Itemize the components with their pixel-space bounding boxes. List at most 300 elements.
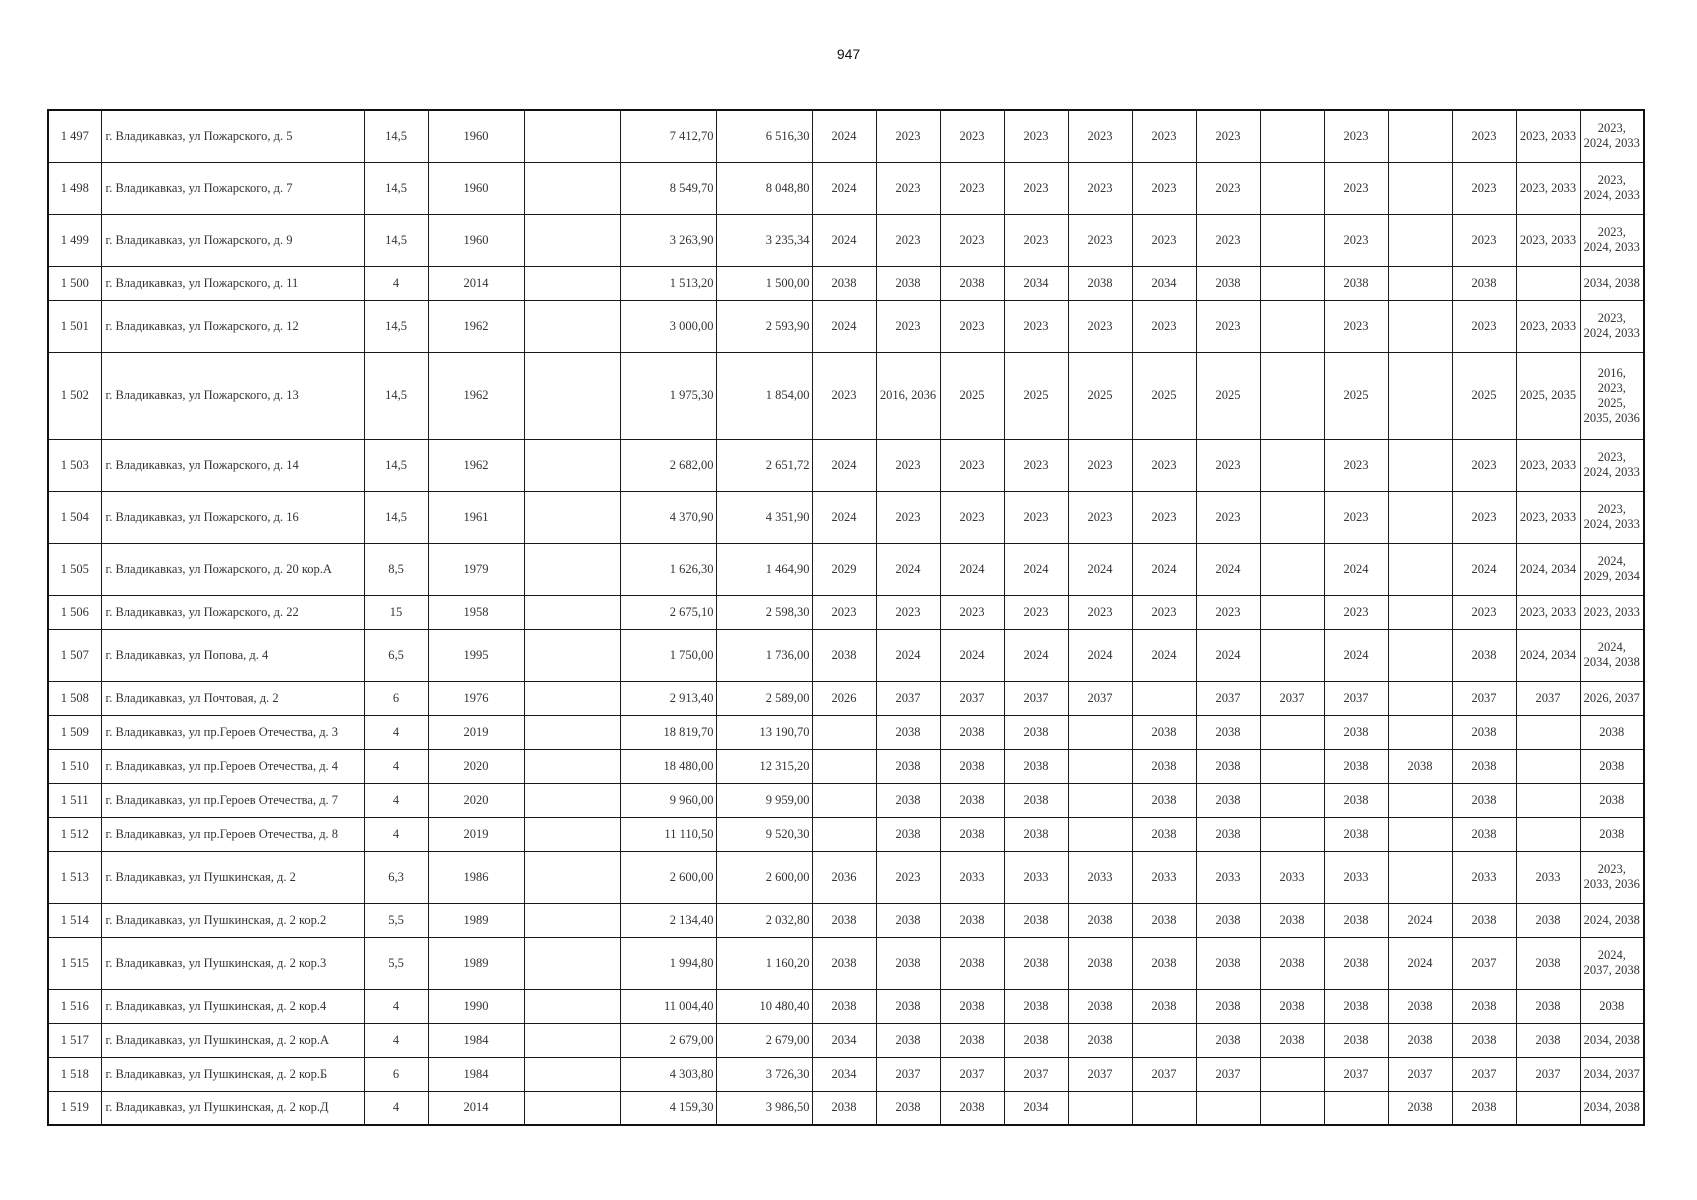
repair-year-cell: 2038 (940, 783, 1004, 817)
area-total-cell: 11 004,40 (620, 989, 716, 1023)
year-built-cell: 1962 (428, 352, 524, 439)
repair-year-cell: 2037 (1004, 681, 1068, 715)
repair-year-cell: 2024 (940, 629, 1004, 681)
repair-year-cell: 2023 (1324, 439, 1388, 491)
repair-year-cell: 2034 (1132, 266, 1196, 300)
year-built-cell: 2019 (428, 715, 524, 749)
address-cell: г. Владикавказ, ул Пожарского, д. 16 (101, 491, 364, 543)
address-cell: г. Владикавказ, ул Пушкинская, д. 2 кор.Д (101, 1091, 364, 1125)
repair-year-cell: 2024 (940, 543, 1004, 595)
repair-year-cell: 2023 (876, 439, 940, 491)
repair-year-cell (1260, 110, 1324, 162)
area-total-cell: 1 626,30 (620, 543, 716, 595)
empty-cell (524, 937, 620, 989)
repair-year-cell (1516, 266, 1580, 300)
repair-year-cell: 2038 (1132, 783, 1196, 817)
empty-cell (524, 595, 620, 629)
empty-cell (524, 266, 620, 300)
area-living-cell: 6 516,30 (716, 110, 812, 162)
repair-year-cell: 2023 (1004, 491, 1068, 543)
repair-year-cell: 2023 (812, 595, 876, 629)
repair-year-cell: 2024, 2034 (1516, 543, 1580, 595)
repair-year-cell: 2038 (1004, 783, 1068, 817)
address-cell: г. Владикавказ, ул Пожарского, д. 11 (101, 266, 364, 300)
table-row (48, 162, 1644, 214)
repair-year-cell: 2023, 2033 (1516, 595, 1580, 629)
row-number: 1 498 (48, 162, 101, 214)
repair-year-cell: 2016, 2036 (876, 352, 940, 439)
repair-year-cell: 2038 (876, 817, 940, 851)
repair-year-cell (1132, 1091, 1196, 1125)
repair-year-cell: 2037 (1516, 681, 1580, 715)
repair-year-cell: 2024 (1324, 543, 1388, 595)
address-cell: г. Владикавказ, ул Попова, д. 4 (101, 629, 364, 681)
repair-year-cell: 2033 (1324, 851, 1388, 903)
area-total-cell: 7 412,70 (620, 110, 716, 162)
empty-cell (524, 989, 620, 1023)
row-number: 1 501 (48, 300, 101, 352)
area-total-cell: 1 513,20 (620, 266, 716, 300)
empty-cell (524, 352, 620, 439)
year-built-cell: 1990 (428, 989, 524, 1023)
repair-year-cell: 2024 (1068, 629, 1132, 681)
table-row (48, 110, 1644, 162)
repair-year-cell: 2038 (1452, 783, 1516, 817)
repair-year-cell: 2038 (1324, 937, 1388, 989)
table-row (48, 817, 1644, 851)
repair-year-cell: 2023 (940, 300, 1004, 352)
repair-year-cell: 2038 (1452, 629, 1516, 681)
repair-year-cell: 2024 (1324, 629, 1388, 681)
row-number: 1 519 (48, 1091, 101, 1125)
repair-year-cell: 2038 (1132, 989, 1196, 1023)
value-cell: 4 (364, 783, 428, 817)
repair-year-cell: 2038 (812, 989, 876, 1023)
repair-year-cell: 2023 (876, 491, 940, 543)
repair-year-cell: 2023 (940, 214, 1004, 266)
repair-year-cell (1260, 300, 1324, 352)
repair-year-cell: 2023 (1068, 300, 1132, 352)
repair-year-cell: 2038 (1004, 989, 1068, 1023)
address-cell: г. Владикавказ, ул Пожарского, д. 14 (101, 439, 364, 491)
repair-year-cell: 2023 (1068, 214, 1132, 266)
repair-year-cell (1388, 629, 1452, 681)
value-cell: 8,5 (364, 543, 428, 595)
repair-year-cell: 2024 (812, 110, 876, 162)
repair-year-cell: 2037 (1452, 937, 1516, 989)
table-row (48, 783, 1644, 817)
area-total-cell: 1 750,00 (620, 629, 716, 681)
repair-year-cell (1388, 439, 1452, 491)
page-number: 947 (836, 46, 861, 62)
empty-cell (524, 162, 620, 214)
repair-year-cell: 2023 (1196, 162, 1260, 214)
repair-year-cell: 2034 (812, 1023, 876, 1057)
repair-year-cell: 2038 (1196, 817, 1260, 851)
repair-year-cell: 2023, 2024, 2033 (1580, 491, 1644, 543)
area-living-cell: 2 598,30 (716, 595, 812, 629)
repair-year-cell: 2038 (812, 266, 876, 300)
area-living-cell: 2 589,00 (716, 681, 812, 715)
repair-year-cell: 2024 (876, 629, 940, 681)
repair-year-cell (1068, 1091, 1132, 1125)
empty-cell (524, 817, 620, 851)
repair-year-cell: 2038 (1324, 817, 1388, 851)
repair-year-cell (1516, 715, 1580, 749)
area-living-cell: 2 679,00 (716, 1023, 812, 1057)
row-number: 1 504 (48, 491, 101, 543)
repair-year-cell: 2025, 2035 (1516, 352, 1580, 439)
repair-year-cell: 2038 (1196, 783, 1260, 817)
year-built-cell: 1960 (428, 214, 524, 266)
table-row (48, 937, 1644, 989)
repair-year-cell: 2025 (940, 352, 1004, 439)
repair-year-cell: 2023 (1132, 110, 1196, 162)
row-number: 1 506 (48, 595, 101, 629)
area-living-cell: 1 464,90 (716, 543, 812, 595)
repair-year-cell (1260, 543, 1324, 595)
repair-year-cell: 2038 (876, 903, 940, 937)
repair-year-cell: 2024 (876, 543, 940, 595)
table-row (48, 214, 1644, 266)
repair-year-cell: 2023, 2024, 2033 (1580, 162, 1644, 214)
address-cell: г. Владикавказ, ул Пушкинская, д. 2 (101, 851, 364, 903)
repair-year-cell (812, 715, 876, 749)
row-number: 1 514 (48, 903, 101, 937)
repair-year-cell: 2038 (1580, 817, 1644, 851)
repair-year-cell: 2033 (940, 851, 1004, 903)
repair-year-cell: 2038 (1516, 989, 1580, 1023)
area-total-cell: 2 679,00 (620, 1023, 716, 1057)
repair-year-cell: 2038 (1196, 715, 1260, 749)
area-total-cell: 3 263,90 (620, 214, 716, 266)
table-row (48, 1057, 1644, 1091)
repair-year-cell: 2038 (876, 989, 940, 1023)
row-number: 1 511 (48, 783, 101, 817)
repair-year-cell: 2023 (1196, 110, 1260, 162)
repair-year-cell: 2038 (1004, 1023, 1068, 1057)
row-number: 1 507 (48, 629, 101, 681)
repair-year-cell: 2038 (1516, 1023, 1580, 1057)
row-number: 1 517 (48, 1023, 101, 1057)
repair-year-cell: 2023, 2033 (1516, 214, 1580, 266)
repair-year-cell: 2023 (1452, 300, 1516, 352)
repair-year-cell: 2033 (1452, 851, 1516, 903)
row-number: 1 515 (48, 937, 101, 989)
address-cell: г. Владикавказ, ул пр.Героев Отечества, д. 4 (101, 749, 364, 783)
repair-year-cell: 2038 (876, 937, 940, 989)
repair-year-cell (1068, 749, 1132, 783)
repair-year-cell: 2037 (940, 1057, 1004, 1091)
area-living-cell: 3 726,30 (716, 1057, 812, 1091)
repair-year-cell: 2038 (1196, 749, 1260, 783)
address-cell: г. Владикавказ, ул Пожарского, д. 22 (101, 595, 364, 629)
table-row (48, 903, 1644, 937)
repair-year-cell: 2037 (1452, 681, 1516, 715)
repair-year-cell: 2038 (1196, 1023, 1260, 1057)
year-built-cell: 1986 (428, 851, 524, 903)
address-cell: г. Владикавказ, ул Пушкинская, д. 2 кор.Б (101, 1057, 364, 1091)
repair-year-cell: 2038 (1452, 903, 1516, 937)
area-living-cell: 12 315,20 (716, 749, 812, 783)
empty-cell (524, 903, 620, 937)
repair-year-cell: 2023 (940, 491, 1004, 543)
repair-year-cell: 2034, 2038 (1580, 266, 1644, 300)
area-total-cell: 2 675,10 (620, 595, 716, 629)
repair-year-cell: 2038 (1388, 1023, 1452, 1057)
repair-year-cell: 2038 (1132, 749, 1196, 783)
repair-year-cell: 2038 (1452, 715, 1516, 749)
table-row (48, 1023, 1644, 1057)
repair-year-cell: 2023 (1068, 162, 1132, 214)
repair-year-cell: 2038 (1068, 266, 1132, 300)
area-living-cell: 2 600,00 (716, 851, 812, 903)
repair-year-cell: 2037 (876, 681, 940, 715)
repair-year-cell: 2037 (876, 1057, 940, 1091)
repair-year-cell (1132, 1023, 1196, 1057)
repair-year-cell (812, 783, 876, 817)
repair-year-cell: 2037 (1324, 681, 1388, 715)
repair-year-cell (1260, 783, 1324, 817)
repair-year-cell: 2038 (940, 903, 1004, 937)
repair-year-cell: 2034, 2037 (1580, 1057, 1644, 1091)
empty-cell (524, 110, 620, 162)
repair-year-cell: 2023 (1452, 491, 1516, 543)
repair-year-cell (1388, 162, 1452, 214)
area-total-cell: 8 549,70 (620, 162, 716, 214)
area-living-cell: 9 520,30 (716, 817, 812, 851)
table-row (48, 439, 1644, 491)
value-cell: 5,5 (364, 937, 428, 989)
repair-year-cell: 2024, 2034, 2038 (1580, 629, 1644, 681)
repair-year-cell: 2023, 2033, 2036 (1580, 851, 1644, 903)
repair-year-cell: 2037 (1132, 1057, 1196, 1091)
repair-year-cell: 2023 (1196, 595, 1260, 629)
repair-year-cell: 2038 (1452, 1091, 1516, 1125)
repair-year-cell: 2038 (1132, 937, 1196, 989)
repair-year-cell: 2038 (940, 715, 1004, 749)
repair-year-cell: 2038 (1452, 989, 1516, 1023)
repair-year-cell: 2038 (876, 749, 940, 783)
repair-year-cell: 2023 (1452, 110, 1516, 162)
empty-cell (524, 629, 620, 681)
repair-year-cell: 2034 (1004, 1091, 1068, 1125)
repair-year-cell: 2034, 2038 (1580, 1091, 1644, 1125)
address-cell: г. Владикавказ, ул Почтовая, д. 2 (101, 681, 364, 715)
repair-year-cell (1388, 491, 1452, 543)
repair-year-cell: 2038 (1196, 989, 1260, 1023)
year-built-cell: 1962 (428, 300, 524, 352)
area-total-cell: 1 994,80 (620, 937, 716, 989)
area-total-cell: 3 000,00 (620, 300, 716, 352)
year-built-cell: 1979 (428, 543, 524, 595)
repair-year-cell: 2037 (1196, 1057, 1260, 1091)
row-number: 1 500 (48, 266, 101, 300)
repair-year-cell: 2038 (1324, 903, 1388, 937)
repair-year-cell: 2037 (1196, 681, 1260, 715)
repair-year-cell: 2023 (1196, 214, 1260, 266)
repair-year-cell: 2038 (1004, 749, 1068, 783)
table-row (48, 715, 1644, 749)
value-cell: 6 (364, 1057, 428, 1091)
address-cell: г. Владикавказ, ул Пожарского, д. 20 кор.А (101, 543, 364, 595)
repair-year-cell: 2023 (876, 851, 940, 903)
repair-year-cell: 2038 (1260, 903, 1324, 937)
area-living-cell: 1 160,20 (716, 937, 812, 989)
repair-year-cell: 2024, 2038 (1580, 903, 1644, 937)
repair-year-cell (1324, 1091, 1388, 1125)
table-row (48, 1091, 1644, 1125)
repair-year-cell: 2024 (1388, 937, 1452, 989)
repair-year-cell: 2023 (876, 595, 940, 629)
table-row (48, 491, 1644, 543)
repair-year-cell: 2024 (1132, 629, 1196, 681)
address-cell: г. Владикавказ, ул Пушкинская, д. 2 кор.А (101, 1023, 364, 1057)
repair-year-cell: 2023 (940, 162, 1004, 214)
repair-year-cell: 2023 (1004, 439, 1068, 491)
repair-year-cell: 2023, 2024, 2033 (1580, 110, 1644, 162)
repair-year-cell: 2029 (812, 543, 876, 595)
year-built-cell: 2020 (428, 749, 524, 783)
repair-year-cell: 2026, 2037 (1580, 681, 1644, 715)
value-cell: 6,3 (364, 851, 428, 903)
repair-year-cell: 2037 (1452, 1057, 1516, 1091)
address-cell: г. Владикавказ, ул Пожарского, д. 13 (101, 352, 364, 439)
repair-year-cell: 2023, 2033 (1516, 110, 1580, 162)
year-built-cell: 1989 (428, 937, 524, 989)
repair-year-cell (1516, 1091, 1580, 1125)
repair-year-cell: 2038 (1324, 715, 1388, 749)
area-total-cell: 11 110,50 (620, 817, 716, 851)
repair-year-cell (1260, 491, 1324, 543)
table-row (48, 595, 1644, 629)
row-number: 1 516 (48, 989, 101, 1023)
repair-year-cell: 2037 (1516, 1057, 1580, 1091)
repair-year-cell: 2024 (812, 300, 876, 352)
area-living-cell: 3 235,34 (716, 214, 812, 266)
row-number: 1 505 (48, 543, 101, 595)
area-total-cell: 9 960,00 (620, 783, 716, 817)
repair-year-cell: 2038 (940, 817, 1004, 851)
repair-year-cell: 2033 (1196, 851, 1260, 903)
repair-year-cell: 2024 (812, 162, 876, 214)
repair-year-cell (1388, 783, 1452, 817)
repair-year-cell: 2023 (1068, 110, 1132, 162)
area-living-cell: 1 500,00 (716, 266, 812, 300)
area-living-cell: 3 986,50 (716, 1091, 812, 1125)
row-number: 1 508 (48, 681, 101, 715)
row-number: 1 497 (48, 110, 101, 162)
repair-year-cell: 2023, 2033 (1580, 595, 1644, 629)
empty-cell (524, 543, 620, 595)
repair-year-cell (1260, 162, 1324, 214)
repair-year-cell: 2023 (940, 595, 1004, 629)
address-cell: г. Владикавказ, ул Пушкинская, д. 2 кор.3 (101, 937, 364, 989)
repair-year-cell: 2038 (876, 783, 940, 817)
empty-cell (524, 439, 620, 491)
repair-year-cell (1388, 352, 1452, 439)
value-cell: 4 (364, 1091, 428, 1125)
repair-year-cell: 2037 (1324, 1057, 1388, 1091)
repair-year-cell: 2038 (1004, 817, 1068, 851)
repair-year-cell (1388, 266, 1452, 300)
repair-year-cell (1260, 352, 1324, 439)
value-cell: 4 (364, 266, 428, 300)
address-cell: г. Владикавказ, ул Пожарского, д. 7 (101, 162, 364, 214)
repair-year-cell: 2038 (812, 937, 876, 989)
value-cell: 14,5 (364, 352, 428, 439)
repair-year-cell: 2023 (1004, 300, 1068, 352)
repair-year-cell: 2038 (1580, 989, 1644, 1023)
repair-year-cell: 2023, 2033 (1516, 439, 1580, 491)
repair-year-cell: 2038 (940, 937, 1004, 989)
repair-year-cell: 2038 (1132, 715, 1196, 749)
repair-year-cell (1132, 681, 1196, 715)
repair-year-cell: 2038 (876, 1023, 940, 1057)
repair-year-cell: 2038 (1324, 266, 1388, 300)
repair-year-cell (1260, 266, 1324, 300)
repair-year-cell: 2025 (1132, 352, 1196, 439)
repair-year-cell: 2037 (1068, 1057, 1132, 1091)
repair-year-cell: 2023 (1452, 162, 1516, 214)
area-living-cell: 8 048,80 (716, 162, 812, 214)
repair-year-cell: 2025 (1324, 352, 1388, 439)
value-cell: 14,5 (364, 439, 428, 491)
repair-year-cell: 2024 (1004, 629, 1068, 681)
row-number: 1 512 (48, 817, 101, 851)
repair-year-cell (1388, 110, 1452, 162)
repair-year-cell: 2037 (1068, 681, 1132, 715)
repair-year-cell: 2038 (1068, 989, 1132, 1023)
repair-year-cell: 2038 (1004, 715, 1068, 749)
row-number: 1 499 (48, 214, 101, 266)
repair-year-cell: 2023 (1324, 491, 1388, 543)
repair-year-cell: 2023 (1132, 300, 1196, 352)
repair-year-cell: 2037 (940, 681, 1004, 715)
repair-year-cell: 2038 (1196, 937, 1260, 989)
repair-year-cell: 2033 (1004, 851, 1068, 903)
repair-year-cell: 2038 (1132, 817, 1196, 851)
address-cell: г. Владикавказ, ул пр.Героев Отечества, д. 8 (101, 817, 364, 851)
area-living-cell: 10 480,40 (716, 989, 812, 1023)
value-cell: 6,5 (364, 629, 428, 681)
repair-year-cell: 2023, 2033 (1516, 300, 1580, 352)
repair-year-cell (1196, 1091, 1260, 1125)
repair-year-cell: 2023, 2024, 2033 (1580, 439, 1644, 491)
value-cell: 15 (364, 595, 428, 629)
repair-year-cell: 2023 (876, 300, 940, 352)
repair-year-cell (1260, 1057, 1324, 1091)
repair-year-cell: 2038 (940, 1023, 1004, 1057)
table-row (48, 681, 1644, 715)
repair-year-cell: 2033 (1516, 851, 1580, 903)
row-number: 1 518 (48, 1057, 101, 1091)
repair-year-cell (1516, 749, 1580, 783)
year-built-cell: 1958 (428, 595, 524, 629)
repair-year-cell: 2034, 2038 (1580, 1023, 1644, 1057)
year-built-cell: 1961 (428, 491, 524, 543)
repair-year-cell (1068, 715, 1132, 749)
repair-year-cell: 2038 (1516, 903, 1580, 937)
value-cell: 14,5 (364, 162, 428, 214)
repair-year-cell: 2024, 2037, 2038 (1580, 937, 1644, 989)
repair-year-cell (1388, 817, 1452, 851)
repair-year-cell: 2037 (1004, 1057, 1068, 1091)
register-body (48, 110, 1644, 1125)
repair-year-cell: 2023 (876, 162, 940, 214)
table-row (48, 543, 1644, 595)
repair-year-cell: 2023 (1196, 300, 1260, 352)
